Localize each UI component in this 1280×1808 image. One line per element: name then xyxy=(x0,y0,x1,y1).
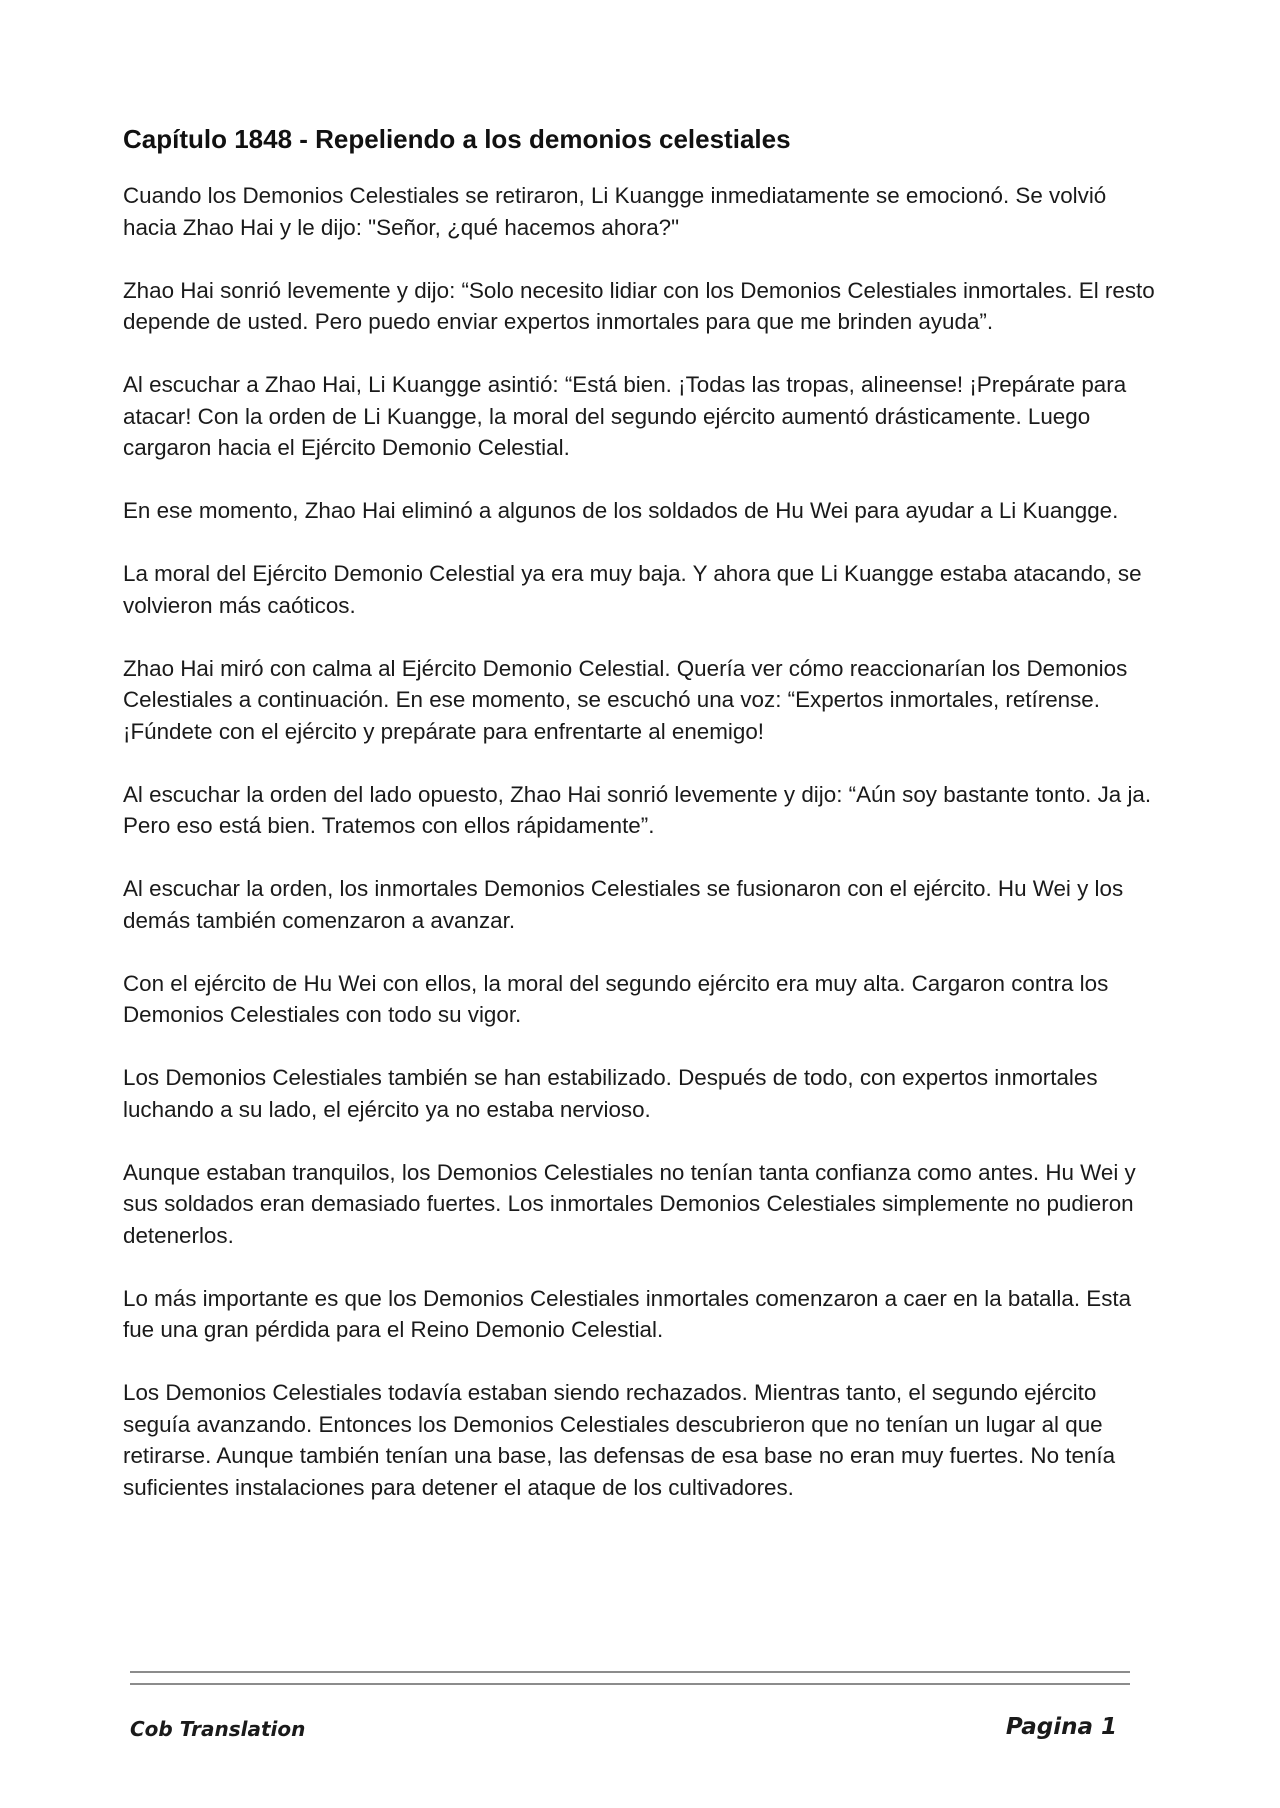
paragraph: Los Demonios Celestiales también se han estabilizado. Después de todo, con expertos inmortales luchando a su lado, el ejército ya no estaba nervioso. xyxy=(123,1065,1098,1122)
footer-translator-credit: Cob Translation xyxy=(130,1717,306,1741)
chapter-title: Capítulo 1848 - Repeliendo a los demonios celestiales xyxy=(123,124,791,154)
paragraph: Los Demonios Celestiales todavía estaban siendo rechazados. Mientras tanto, el segundo ejército seguía avanzando. Entonces los Demonios Celestiales descubrieron que no tenían un lugar al que retirarse. Aunque también tenían una base, las defensas de esa base no eran muy fuertes. No tenía suficientes instalaciones para detener el ataque de los cultivadores. xyxy=(123,1380,1116,1500)
paragraph: Al escuchar la orden del lado opuesto, Zhao Hai sonrió levemente y dijo: “Aún soy bastante tonto. Ja ja. Pero eso está bien. Tratemos con ellos rápidamente”. xyxy=(123,781,1152,838)
footer-divider-bottom xyxy=(130,1683,1130,1685)
paragraph: La moral del Ejército Demonio Celestial ya era muy baja. Y ahora que Li Kuangge estaba atacando, se volvieron más caóticos. xyxy=(123,561,1142,618)
paragraph: En ese momento, Zhao Hai eliminó a algunos de los soldados de Hu Wei para ayudar a Li Kuangge. xyxy=(123,498,1119,523)
footer-page-number: Pagina 1 xyxy=(1005,1714,1117,1740)
paragraph: Cuando los Demonios Celestiales se retiraron, Li Kuangge inmediatamente se emocionó. Se volvió hacia Zhao Hai y le dijo: "Señor, ¿qué hacemos ahora?" xyxy=(123,183,1107,240)
paragraph: Zhao Hai sonrió levemente y dijo: “Solo necesito lidiar con los Demonios Celestiales inmortales. El resto depende de usted. Pero puedo enviar expertos inmortales para que me brinden ayuda”. xyxy=(123,277,1155,334)
footer-divider-top xyxy=(130,1671,1130,1673)
paragraph: Con el ejército de Hu Wei con ellos, la moral del segundo ejército era muy alta. Cargaron contra los Demonios Celestiales con todo su vigor. xyxy=(123,970,1109,1027)
paragraph: Zhao Hai miró con calma al Ejército Demonio Celestial. Quería ver cómo reaccionarían los Demonios Celestiales a continuación. En ese momento, se escuchó una voz: “Expertos inmortales, retírense. ¡Fúndete con el ejército y prepárate para enfrentarte al enemigo! xyxy=(123,655,1128,744)
document-body xyxy=(123,121,1163,1535)
paragraph: Aunque estaban tranquilos, los Demonios Celestiales no tenían tanta confianza como antes. Hu Wei y sus soldados eran demasiado fuertes. Los inmortales Demonios Celestiales simplemente no pudieron detenerlos. xyxy=(123,1159,1136,1248)
paragraph: Al escuchar la orden, los inmortales Demonios Celestiales se fusionaron con el ejército. Hu Wei y los demás también comenzaron a avanzar. xyxy=(123,876,1124,933)
paragraph: Lo más importante es que los Demonios Celestiales inmortales comenzaron a caer en la batalla. Esta fue una gran pérdida para el Reino Demonio Celestial. xyxy=(123,1285,1132,1342)
paragraph: Al escuchar a Zhao Hai, Li Kuangge asintió: “Está bien. ¡Todas las tropas, alineense! ¡Prepárate para atacar! Con la orden de Li Kuangge, la moral del segundo ejército aumentó drásticamente. Luego cargaron hacia el Ejército Demonio Celestial. xyxy=(123,372,1127,460)
